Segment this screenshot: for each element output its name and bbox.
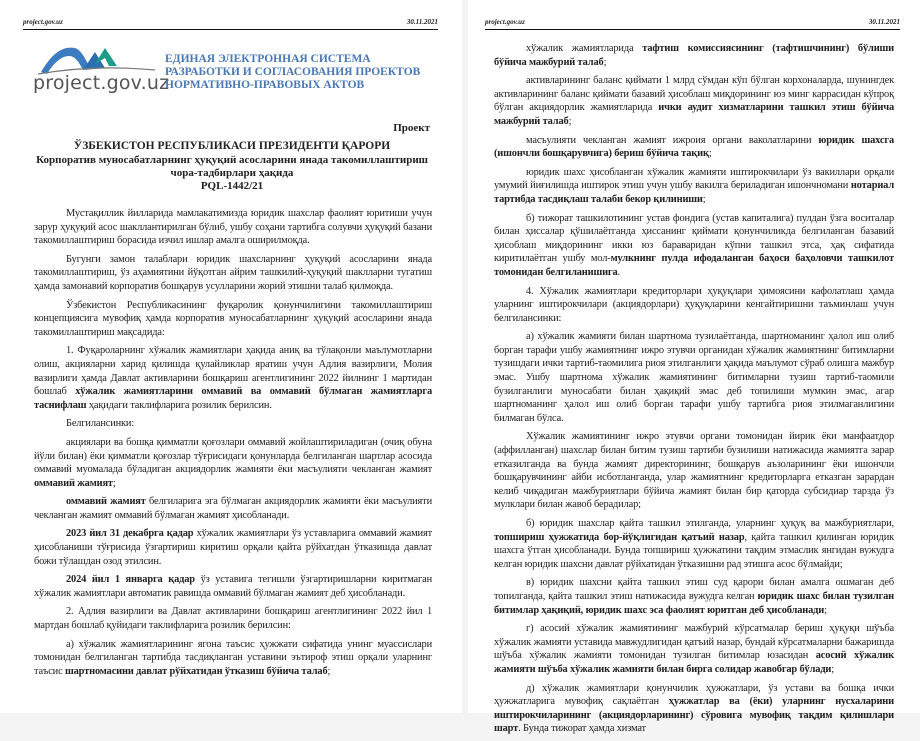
- text: ;: [603, 56, 607, 68]
- paragraph: [494, 682, 894, 736]
- bold-text: юридик шахс билан тузилган битимлар ҳақиқий, юридик шахс эса фаолият юритган деб ҳисобланади: [494, 590, 894, 616]
- text: ;: [831, 663, 835, 675]
- paragraph: [494, 134, 894, 161]
- paragraph: [34, 253, 432, 294]
- paragraph: [494, 576, 894, 617]
- bold-text: оммавий жамият: [34, 477, 113, 489]
- bold-text: оммавий жамият: [66, 496, 146, 508]
- text: Хўжалик жамиятининг ижро этувчи органи томонидан йирик ёки манфаатдор (аффилланган) шахслар билан битим тузиш тартиби бузилиши натижасида жамиятга зарар етказилганда ва бунда жамият директорининг, бошқарув аъзоларининг ёки ишончли бошқарувчининг айби исботланганда, улар жамиятнинг кредиторларга етказган зарардан келиб чиқадиган мажбуриятлари бўйича жамият билан бир қаторда субсидиар тарзда ўз мулклари билан жавоб берадилар;: [494, 431, 894, 511]
- header-date: 30.11.2021: [406, 18, 438, 26]
- document-number: PQL-1442/21: [200, 180, 264, 192]
- bold-text: тафтиш комиссиясининг (тафтишчининг) бўлиши бўйича мажбурий талаб: [494, 43, 894, 68]
- paragraph: [34, 573, 432, 600]
- document-title: ЎЗБЕКИСТОН РЕСПУБЛИКАСИ ПРЕЗИДЕНТИ ҚАРОРИ: [73, 140, 391, 152]
- bold-text: юридик шахсга (ишончли бошқарувчига) бериш бўйича тақиқ: [494, 134, 894, 160]
- bold-text: ички аудит хизматларини ташкил этиш бўйича мажбурий талаб: [494, 102, 894, 127]
- paragraph: [494, 285, 894, 326]
- text: ;: [708, 148, 712, 160]
- bold-text: 2023 йил 31 декабрга қадар: [66, 528, 194, 540]
- paragraph: [34, 299, 432, 340]
- paragraph: [34, 605, 432, 632]
- document-title-block: [34, 140, 430, 193]
- page-header: [485, 17, 900, 30]
- bold-text: хўжалик жамиятларини оммавий ва оммавий бўлмаган жамиятларга таснифлаш: [34, 386, 432, 411]
- bold-text: нотариал тартибда тасдиқлаш талаби бекор қилиниши: [494, 180, 894, 205]
- paragraph: [34, 495, 432, 522]
- bold-text: топшириш ҳужжатида бор-йўқлигидан қатъий назар: [494, 531, 745, 543]
- text: акциялари ва бошқа қимматли қоғозлари оммавий жойлаштириладиган (очиқ обуна йўли билан) ёки қимматли қоғозлар тўғрисидаги қонунларда белгиланган шартлар асосида оммавий муомалада бўладиган акциядорлик жамияти ёки масъулияти чекланган жамият: [34, 436, 432, 476]
- text: г) асосий хўжалик жамиятининг мажбурий кўрсатмалар бериш ҳуқуқи шўъба хўжалик жамияти уставида мавжудлигидан қатъий назар, бундай кўрсатмаларни бажаришда шўъба хўжалик жамияти томонидан тузилган битимлар юзасидан: [494, 623, 894, 662]
- text: юридик шахс ҳисобланган хўжалик жамияти иштирокчилари ўз вакиллари орқали умумий йиғилишда иштирок этиш учун ушбу вакилга бериладиган ишончномани: [494, 166, 894, 192]
- text: ҳақидаги таклифларига розилик берилсин.: [86, 399, 272, 411]
- bold-text: ҳужжатлар ва (ёки) уларнинг нусхаларини иштирокчиларининг (акциядорларининг) сўровига мувофиқ тақдим қилишлари шарт: [494, 696, 894, 735]
- text: белгиларига эга бўлмаган акциядорлик жамияти ёки масъулияти чекланган жамият оммавий бўлмаган жамият ҳисобланади.: [34, 496, 432, 521]
- page-header: [23, 17, 438, 30]
- header-date: 30.11.2021: [868, 18, 900, 26]
- bold-text: асосий хўжалик жамияти шўъба хўжалик жамияти билан бирга солидар жавобгар бўлади: [494, 650, 894, 675]
- page-1-body: [34, 207, 432, 683]
- paragraph: [34, 638, 432, 679]
- text: . Бунда тижорат ҳамда хизмат: [518, 723, 646, 735]
- paragraph: [494, 166, 894, 207]
- text: 1. Фуқароларнинг хўжалик жамиятлари ҳақида аниқ ва тўлақонли маълумотларни олиш, акцияларни харид қилишда қулайликлар яратиш учун Адлия вазирлиги, Молия вазирлиги ҳамда Давлат активларини бошқариш агентлигининг 2022 йилнинг 1 мартидан бошлаб: [34, 345, 432, 398]
- text: Ўзбекистон Республикасининг фуқаролик қонунчилигини такомиллаштириш концепциясига мувофиқ ҳамда корпоратив муносабатларнинг ҳуқуқий асосларини янада такомиллаштириш мақсадида:: [34, 299, 432, 338]
- text: .: [617, 266, 620, 278]
- text: д) хўжалик жамиятлари қонунчилик ҳужжатлари, ўз устави ва бошқа ички ҳужжатларига мувофиқ сақлаётган: [494, 682, 894, 708]
- text: а) хўжалик жамияти билан шартнома тузилаётганда, шартноманинг ҳалол иш олиб борган тарафи ушбу жамиятнинг ижро этувчи органидан хўжалик жамиятнинг битимларни тузишдаги ички тартиб-таомилига риоя этилганлиги ҳақида маълумот сўраб олишга мажбур эмас. Ушбу шартнома хўжалик жамиятининг битимларни тузиш тартиб-таомили бузилганлиги муносабати билан ҳақиқий эмас деб топилиши мумкин эмас, агар шартноманинг ҳалол иш олиб борган тарафи ушбу тартибга риоя этилмаганлигини билмаган бўлса.: [494, 331, 894, 424]
- text: активларининг баланс қиймати 1 млрд сўмдан кўп бўлган корхоналарда, шунингдек активларининг баланс қиймати базавий ҳисоблаш миқдорининг юз минг каррасидан кўпроқ бўлган акциядорлик жамиятларида: [494, 75, 894, 114]
- document-page-2: [468, 0, 920, 735]
- text: б) юридик шахслар қайта ташкил этилганда, уларнинг ҳуқуқ ва мажбуриятлари,: [526, 518, 894, 529]
- text: ;: [702, 193, 706, 205]
- document-page-1: [0, 0, 462, 713]
- paragraph: [494, 430, 894, 512]
- text: Бугунги замон талаблари юридик шахсларнинг ҳуқуқий асосларини янада такомиллаштириш, ўз аҳамиятини йўқотган айрим ташкилий-ҳуқуқий шаклларни тугатиш ҳамда замонавий корпоратив бошқарув усулларини жорий этишни талаб қилмоқда.: [34, 253, 432, 292]
- text: хўжалик жамиятлари ўз уставларига оммавий жамият ҳисобланиши тўғрисида ўзгартириш киритиш орқали қайта рўйхатдан ўтказишда давлат божи тўлашдан озод этилсин.: [34, 528, 432, 567]
- paragraph: [34, 436, 432, 490]
- paragraph: [494, 517, 894, 571]
- bold-text: мулкнинг пулда ифодаланган баҳоси баҳоловчи ташкилот томонидан белгиланишига: [494, 253, 894, 278]
- text: ;: [568, 115, 572, 127]
- paragraph: [34, 527, 432, 568]
- text: Белгилансинки:: [66, 418, 135, 430]
- paragraph: [494, 330, 894, 425]
- text: ўз уставига тегишли ўзгартиришларни киритмаган хўжалик жамиятлари автоматик равишда оммавий бўлмаган жамият деб ҳисобланади.: [34, 574, 432, 599]
- mountain-logo-icon: [33, 42, 158, 76]
- text: ;: [327, 665, 331, 677]
- text: Мустақиллик йилларида мамлакатимизда юридик шахслар фаолият юритиши учун зарур ҳуқуқий асос шакллантирилган бўлиб, ушбу соҳани тартибга солувчи ҳуқуқий базани такомиллаштириш борасида изчил ишлар амалга оширилмоқда.: [34, 208, 432, 247]
- bold-text: шартномасини давлат рўйхатидан ўтказиш бўйича талаб: [65, 665, 328, 677]
- text: ;: [112, 477, 116, 489]
- paragraph: [494, 212, 894, 280]
- paragraph: [34, 207, 432, 248]
- document-subtitle: Корпоратив муносабатларнинг ҳуқуқий асосларини янада такомиллаштириш чора-тадбирлари ҳақида: [36, 154, 428, 179]
- text: б) тижорат ташкилотининг устав фондига (устав капиталига) пулдан ўзга воситалар билан ҳиссалар қўшилаётганда ҳиссанинг қиймати қонунчиликда белгиланган базавий ҳисоблаш миқдорининг икки юз бараваридан кўпни ташкил этса, ҳақ сифатида киритилаётган ушбу мол-: [494, 212, 894, 265]
- text: хўжалик жамиятларида: [526, 43, 643, 54]
- text: а) хўжалик жамиятларининг ягона таъсис ҳужжати сифатида унинг муассислари томонидан белгиланган тартибда тасдиқланган уставини эътироф этиш орқали уларнинг таъсис: [34, 638, 432, 677]
- paragraph: [34, 417, 432, 431]
- paragraph: [494, 42, 894, 69]
- text: 2. Адлия вазирлиги ва Давлат активларини бошқариш агентлигининг 2022 йил 1 мартдан бошлаб қуйидаги таклифларига розилик берилсин:: [34, 606, 432, 632]
- page-2-body: [494, 42, 894, 741]
- system-title: ЕДИНАЯ ЭЛЕКТРОННАЯ СИСТЕМА РАЗРАБОТКИ И СОГЛАСОВАНИЯ ПРОЕКТОВ НОРМАТИВНО-ПРАВОВЫХ АКТОВ: [165, 53, 421, 91]
- text: масъулияти чекланган жамият ижроия органи ваколатларини: [526, 134, 819, 146]
- header-site: project.gov.uz: [485, 18, 525, 26]
- text: в) юридик шахсни қайта ташкил этиш суд қарори билан амалга ошмаган деб топилганда, қайта ташкил этиш натижасида вужудга келган: [494, 577, 894, 602]
- bold-text: 2024 йил 1 январга қадар: [66, 574, 195, 586]
- project-gov-uz-logo: [33, 42, 170, 97]
- text: ;: [824, 604, 827, 616]
- draft-label: Проект: [393, 122, 430, 134]
- text: , қайта ташкил қилинган юридик шахсга ўтган ҳисобланади. Бунда топшириш ҳужжатини тақдим этмаслик янгидан вужудга келган юридик шахсни давлат рўйхатидан ўтказишни рад этишга асос бўлмайди;: [494, 531, 894, 570]
- logo-text: project.gov.uz: [33, 72, 170, 94]
- text: 4. Хўжалик жамиятлари кредиторлари ҳуқуқлари ҳимоясини кафолатлаш ҳамда уларнинг иштирокчилари (акциядорлари) ҳуқуқларини кенгайтиришни таъминлаш учун белгилансинки:: [494, 285, 894, 324]
- paragraph: [494, 74, 894, 128]
- paragraph: [494, 622, 894, 676]
- paragraph: [34, 344, 432, 412]
- header-site: project.gov.uz: [23, 18, 63, 26]
